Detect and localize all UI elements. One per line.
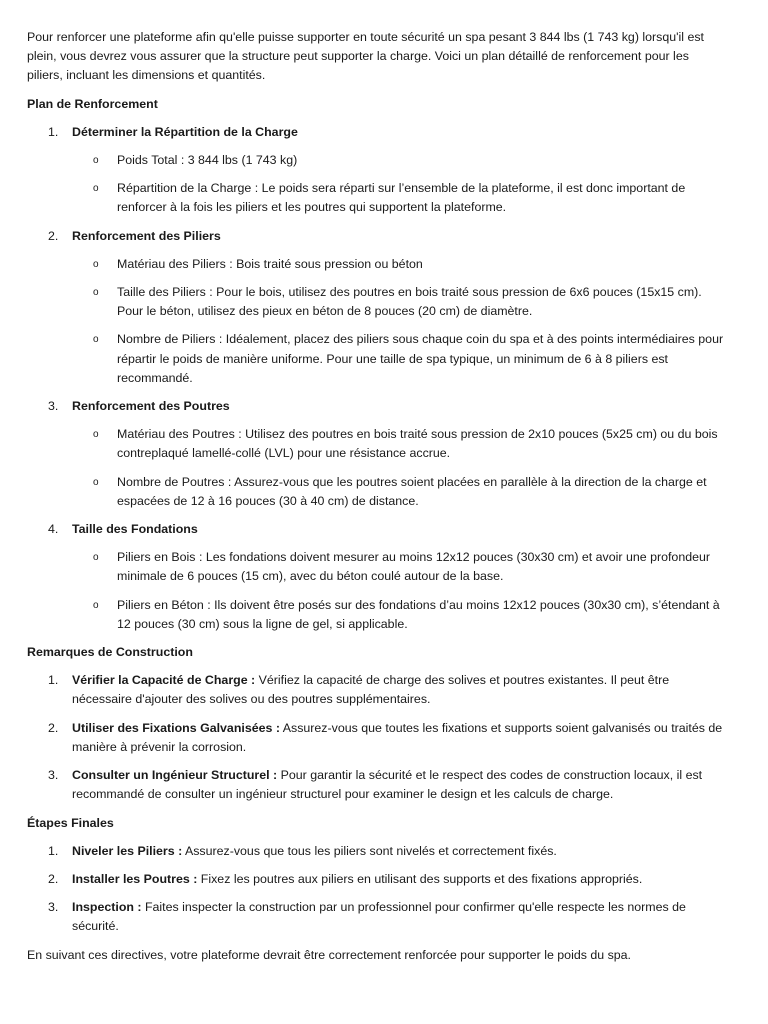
bullet-icon: o: [93, 429, 99, 441]
sub-list: [72, 548, 728, 634]
remarks-list: [27, 671, 728, 804]
final-step-item: [27, 870, 728, 889]
plan-heading: Plan de Renforcement: [27, 96, 158, 111]
sub-item-text: Nombre de Poutres : Assurez-vous que les poutres soient placées en parallèle à la direction de la charge et espacées de 12 à 16 pouces (30 à 40 cm) de distance.: [117, 474, 707, 508]
step-text: Fixez les poutres aux piliers en utilisant des supports et des fixations appropriés.: [197, 871, 643, 886]
sub-item: [72, 596, 728, 634]
item-number: 1.: [48, 843, 59, 858]
remark-item: [27, 766, 728, 804]
sub-item: [72, 473, 728, 511]
bullet-icon: o: [93, 183, 99, 195]
sub-item-text: Répartition de la Charge : Le poids sera réparti sur l’ensemble de la plateforme, il est donc important de renforcer à la fois les piliers et les poutres qui supportent la plateforme.: [117, 181, 686, 215]
step-text: Assurez-vous que tous les piliers sont nivelés et correctement fixés.: [182, 843, 557, 858]
sub-item-text: Matériau des Poutres : Utilisez des poutres en bois traité sous pression de 2x10 pouces (5x25 cm) ou du bois contreplaqué lamellé-collé (LVL) pour une résistance accrue.: [117, 427, 718, 461]
step-text: Faites inspecter la construction par un professionnel pour confirmer qu'elle respecte les normes de sécurité.: [72, 900, 686, 934]
sub-item-text: Piliers en Bois : Les fondations doivent mesurer au moins 12x12 pouces (30x30 cm) et avoir une profondeur minimale de 6 pouces (15 cm), avec du béton coulé autour de la base.: [117, 550, 711, 584]
item-number: 3.: [48, 900, 59, 915]
remark-label: Utiliser des Fixations Galvanisées :: [72, 720, 280, 735]
sub-item-text: Piliers en Béton : Ils doivent être posés sur des fondations d’au moins 12x12 pouces (30x30 cm), s’étendant à 12 pouces (30 cm) sous la ligne de gel, si applicable.: [117, 597, 720, 631]
item-number: 3.: [48, 399, 59, 414]
remark-text: Vérifiez la capacité de charge des solives et poutres existantes. Il peut être nécessaire d'ajouter des solives ou des poutres supplémentaires.: [72, 673, 670, 707]
final-steps-list: [27, 842, 728, 937]
plan-item: [27, 520, 728, 634]
conclusion-paragraph: En suivant ces directives, votre plateforme devrait être correctement renforcée pour supporter le poids du spa.: [27, 947, 632, 962]
bullet-icon: o: [93, 552, 99, 564]
step-label: Niveler les Piliers :: [72, 843, 183, 858]
remark-label: Consulter un Ingénieur Structurel :: [72, 768, 278, 783]
item-number: 2.: [48, 871, 59, 886]
sub-item-text: Poids Total : 3 844 lbs (1 743 kg): [117, 153, 298, 168]
plan-item: [27, 123, 728, 218]
bullet-icon: o: [93, 476, 99, 488]
item-number: 1.: [48, 673, 59, 688]
intro-paragraph: Pour renforcer une plateforme afin qu'elle puisse supporter en toute sécurité un spa pesant 3 844 lbs (1 743 kg) lorsqu'il est plein, vous devrez vous assurer que la structure peut supporter la charge. Voici un plan détaillé de renforcement pour les piliers, incluant les dimensions et quantités.: [27, 30, 704, 83]
item-number: 2.: [48, 720, 59, 735]
remark-label: Vérifier la Capacité de Charge :: [72, 673, 256, 688]
remarks-section: [27, 643, 728, 804]
item-title: Renforcement des Poutres: [72, 399, 230, 414]
final-steps-heading: Étapes Finales: [27, 815, 114, 830]
bullet-icon: o: [93, 155, 99, 167]
step-label: Installer les Poutres :: [72, 871, 198, 886]
sub-item-text: Matériau des Piliers : Bois traité sous pression ou béton: [117, 256, 423, 271]
sub-item: [72, 425, 728, 463]
item-number: 4.: [48, 522, 59, 537]
final-steps-section: [27, 814, 728, 937]
remark-text: Pour garantir la sécurité et le respect des codes de construction locaux, il est recommandé de consulter un ingénieur structurel pour examiner le design et les calculs de charge.: [72, 768, 703, 802]
remark-item: [27, 719, 728, 757]
sub-item-text: Nombre de Piliers : Idéalement, placez des piliers sous chaque coin du spa et à des points intermédiaires pour répartir le poids de manière uniforme. Pour une taille de spa typique, un minimum de 6 à 8 piliers est recommandé.: [117, 332, 724, 385]
sub-item: [72, 179, 728, 217]
item-title: Déterminer la Répartition de la Charge: [72, 124, 298, 139]
sub-item: [72, 151, 728, 170]
plan-list: [27, 123, 728, 634]
sub-item: [72, 255, 728, 274]
sub-item-text: Taille des Piliers : Pour le bois, utilisez des poutres en bois traité sous pression de 6x6 pouces (15x15 cm). Pour le béton, utilisez des pieux en béton de 8 pouces (20 cm) de diamètre.: [117, 285, 702, 319]
item-title: Renforcement des Piliers: [72, 228, 221, 243]
bullet-icon: o: [93, 287, 99, 299]
step-label: Inspection :: [72, 900, 142, 915]
sub-item: [72, 548, 728, 586]
bullet-icon: o: [93, 334, 99, 346]
remark-text: Assurez-vous que toutes les fixations et supports soient galvanisés ou traités de manière à prévenir la corrosion.: [72, 720, 723, 754]
sub-list: [72, 255, 728, 388]
final-step-item: [27, 898, 728, 936]
item-number: 1.: [48, 124, 59, 139]
plan-item: [27, 397, 728, 511]
plan-section: [27, 95, 728, 634]
sub-list: [72, 425, 728, 511]
item-number: 3.: [48, 768, 59, 783]
final-step-item: [27, 842, 728, 861]
item-title: Taille des Fondations: [72, 522, 198, 537]
remarks-heading: Remarques de Construction: [27, 645, 193, 660]
bullet-icon: o: [93, 599, 99, 611]
plan-item: [27, 227, 728, 388]
bullet-icon: o: [93, 258, 99, 270]
item-number: 2.: [48, 228, 59, 243]
sub-list: [72, 151, 728, 218]
remark-item: [27, 671, 728, 709]
sub-item: [72, 330, 728, 388]
sub-item: [72, 283, 728, 321]
